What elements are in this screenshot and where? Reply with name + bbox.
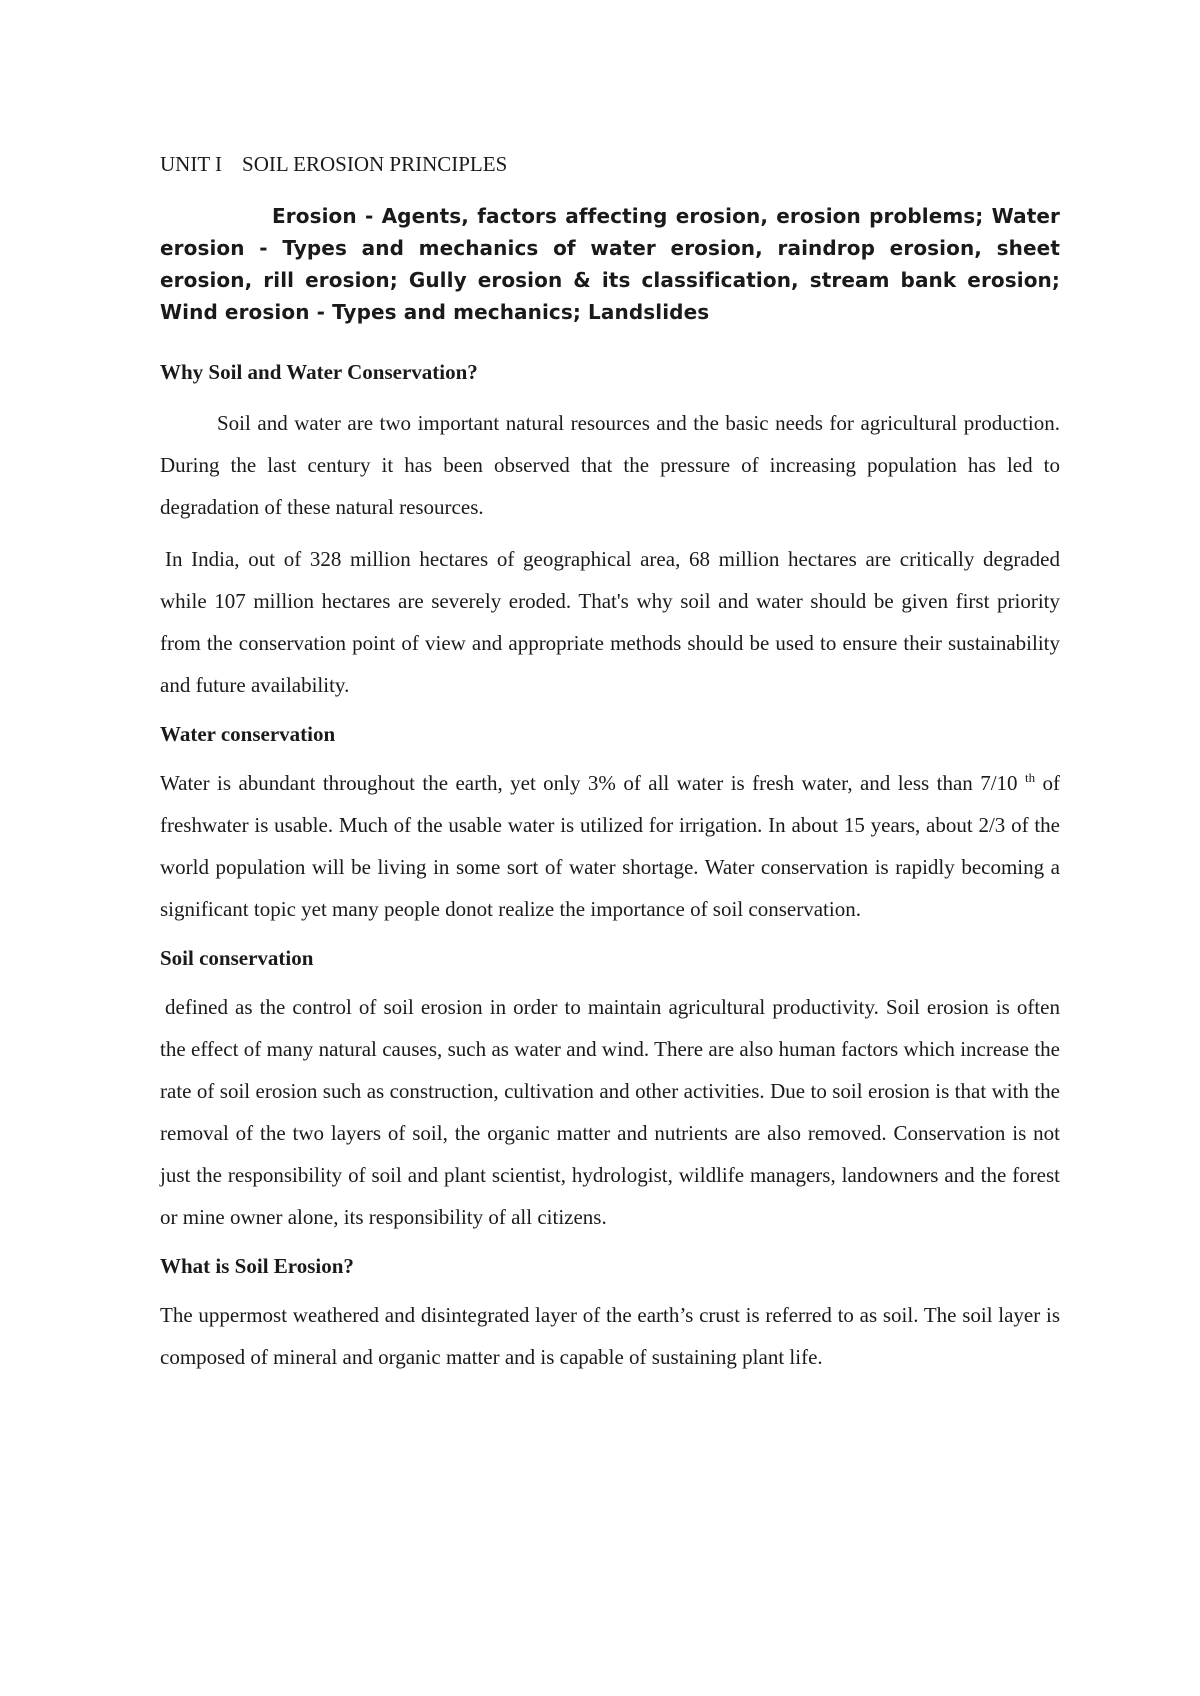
paragraph-why-1: Soil and water are two important natural resources and the basic needs for agricultural production. During the last century it has been observed that the pressure of increasing population has led to degradation of these natural resources. xyxy=(160,411,1060,519)
paragraph-water-1-part-a: Water is abundant throughout the earth, yet only 3% of all water is fresh water, and less than 7/10 xyxy=(160,771,1018,795)
heading-why-conservation: Why Soil and Water Conservation? xyxy=(160,360,478,384)
paragraph-erosion-1: The uppermost weathered and disintegrated layer of the earth’s crust is referred to as soil. The soil layer is composed of mineral and organic matter and is capable of sustaining plant life. xyxy=(160,1303,1060,1369)
paragraph-water-1-part-b: of freshwater is usable. Much of the usable water is utilized for irrigation. In about 15 years, about 2/3 of the world population will be living in some sort of water shortage. Water conservation is rapidly becoming a significant topic yet many people donot realize the importance of soil conservation. xyxy=(160,771,1061,921)
heading-soil-conservation: Soil conservation xyxy=(160,946,314,970)
unit-number: UNIT I xyxy=(160,152,223,176)
heading-what-is-soil-erosion: What is Soil Erosion? xyxy=(160,1254,354,1278)
superscript-th: th xyxy=(1024,770,1036,785)
paragraph-soil-1: defined as the control of soil erosion in order to maintain agricultural productivity. Soil erosion is often the effect of many natural causes, such as water and wind. There are also human factors which increase the rate of soil erosion such as construction, cultivation and other activities. Due to soil erosion is that with the removal of the two layers of soil, the organic matter and nutrients are also removed. Conservation is not just the responsibility of soil and plant scientist, hydrologist, wildlife managers, landowners and the forest or mine owner alone, its responsibility of all citizens. xyxy=(160,995,1060,1229)
document-page xyxy=(160,150,1060,1378)
syllabus-summary xyxy=(160,200,1060,328)
unit-name: SOIL EROSION PRINCIPLES xyxy=(242,152,508,176)
heading-water-conservation: Water conservation xyxy=(160,722,336,746)
syllabus-text: Erosion - Agents, factors affecting erosion, erosion problems; Water erosion - Types and mechanics of water erosion, raindrop erosion, sheet erosion, rill erosion; Gully erosion & its classification, stream bank erosion; Wind erosion - Types and mechanics; Landslides xyxy=(160,204,1060,324)
paragraph-water-1 xyxy=(160,762,1060,930)
unit-title xyxy=(160,150,1060,178)
paragraph-why-2: In India, out of 328 million hectares of geographical area, 68 million hectares are critically degraded while 107 million hectares are severely eroded. That's why soil and water should be given first priority from the conservation point of view and appropriate methods should be used to ensure their sustainability and future availability. xyxy=(160,547,1060,697)
